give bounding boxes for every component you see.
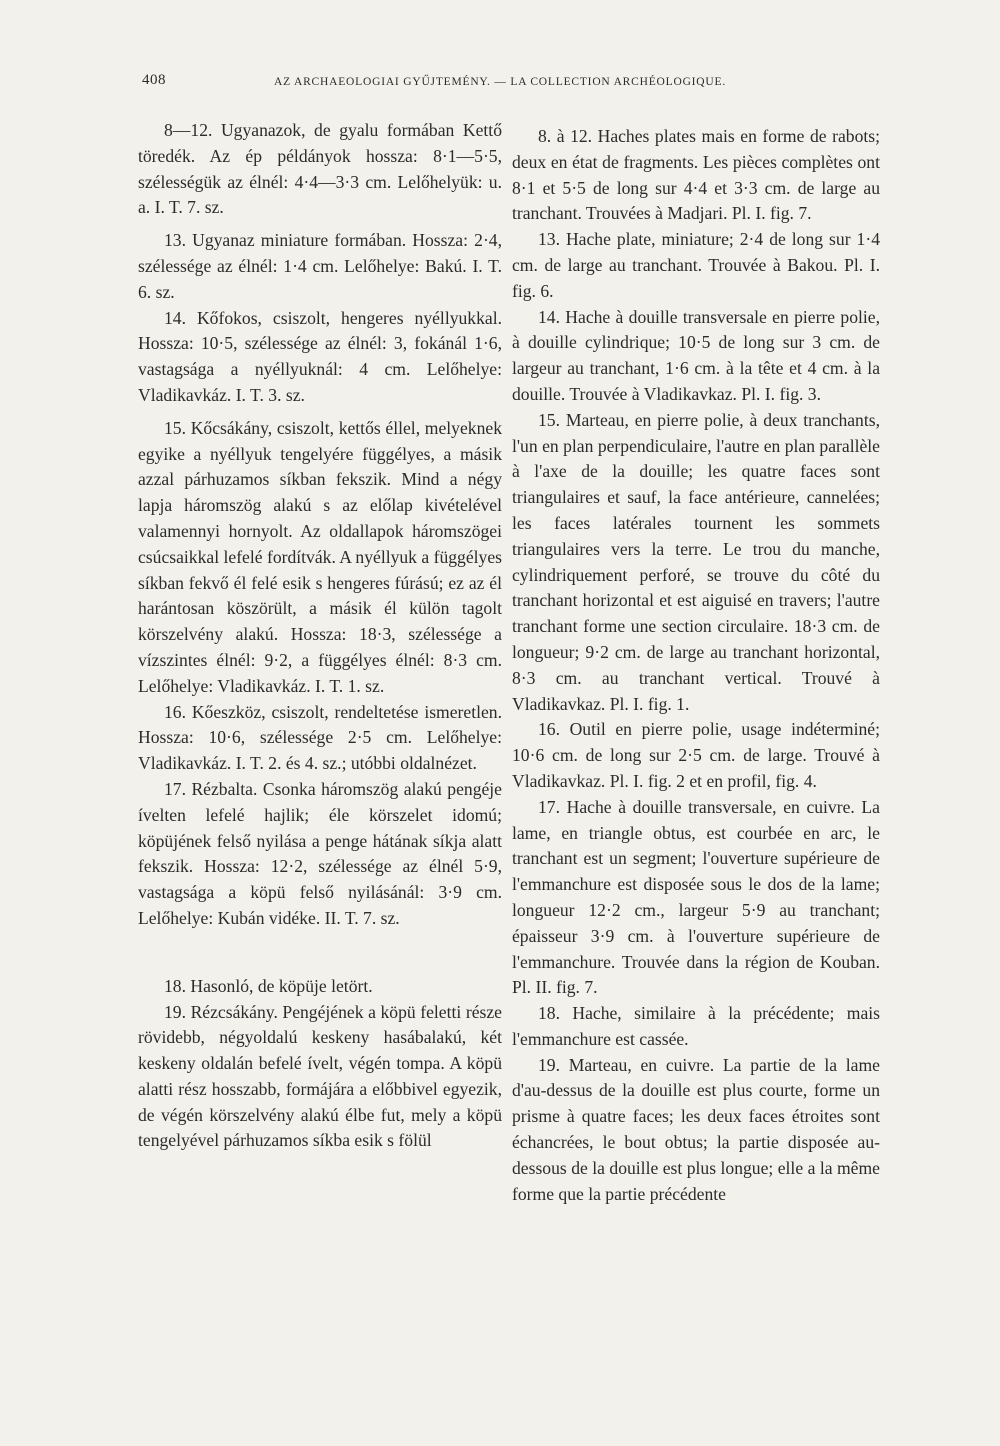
entry-19-fr: 19. Marteau, en cuivre. La partie de la lame d'au-dessus de la douille est plus courte, forme un prisme à quatre faces; les deux faces étroites sont échancrées, le bout obtus; la partie disposée au-dessous de la douille est plus longue; elle a la même forme que la partie précédente	[512, 1054, 880, 1204]
entry-19-hu: 19. Rézcsákány. Pengéjének a köpü feletti része rövidebb, négyoldalú keskeny hasábalakú, két keskeny oldalán befelé ívelt, végén tompa. A köpü alatti rész hosszabb, formájára a előbbivel egyezik, de végén körszelvény alakú élbe fut, mely a köpü tengelyével párhuzamos síkba esik s fölül	[138, 1001, 502, 1151]
entry-16-hu: 16. Kőeszköz, csiszolt, rendeltetése ismeretlen. Hossza: 10·6, szélessége 2·5 cm. Lelőhelye: Vladikavkáz. I. T. 2. és 4. sz.; utóbbi oldalnézet.	[138, 701, 502, 774]
entry-13-hu: 13. Ugyanaz miniature formában. Hossza: 2·4, szélessége az élnél: 1·4 cm. Lelőhelye: Bakú. I. T. 6. sz.	[138, 230, 502, 302]
entry-16-fr: 16. Outil en pierre polie, usage indéterminé; 10·6 cm. de long sur 2·5 cm. de large. Trouvé à Vladikavkaz. Pl. I. fig. 2 et en profil, fig. 4.	[512, 719, 880, 791]
entry-17-fr: 17. Hache à douille transversale, en cuivre. La lame, en triangle obtus, est courbée en arc, le tranchant est un segment; l'ouverture supérieure de l'emmanchure est disposée sous le dos de la lame; longueur 12·2 cm., largeur 5·9 au tranchant; épaisseur 3·9 cm. à l'ouverture supérieure de l'emmanchure. Trouvée dans la région de Kouban. Pl. II. fig. 7.	[512, 796, 880, 998]
entry-8-12-hu: 8—12. Ugyanazok, de gyalu formában Kettő töredék. Az ép példányok hossza: 8·1—5·5, szélességük az élnél: 4·4—3·3 cm. Lelőhelyük: u. a. I. T. 7. sz.	[138, 120, 502, 218]
entry-13-fr: 13. Hache plate, miniature; 2·4 de long sur 1·4 cm. de large au tranchant. Trouvée à Bakou. Pl. I. fig. 6.	[512, 229, 880, 301]
page-number: 408	[142, 72, 166, 88]
entry-8-12-fr: 8. à 12. Haches plates mais en forme de rabots; deux en état de fragments. Les pièces complètes ont 8·1 et 5·5 de long sur 4·4 et 3·3 cm. de large au tranchant. Trouvées à Madjari. Pl. I. fig. 7.	[512, 126, 880, 224]
entry-14-fr: 14. Hache à douille transversale en pierre polie, à douille cylindrique; 10·5 de long sur 3 cm. de largeur au tranchant, 1·6 cm. à la tête et 4 cm. à la douille. Trouvée à Vladikavkaz. Pl. I. fig. 3.	[512, 306, 880, 404]
entry-18-hu: 18. Hasonló, de köpüje letört.	[164, 975, 373, 996]
french-column	[512, 124, 880, 1207]
entry-17-hu: 17. Rézbalta. Csonka háromszög alakú pengéje ívelten lefelé hajlik; éle körszelet idomú; köpüjének felső nyilása a penge hátának síkja alatt fekszik. Hossza: 12·2, szélessége az élnél 5·9, vastagsága a köpü felső nyilásánál: 3·9 cm. Lelőhelye: Kubán vidéke. II. T. 7. sz.	[138, 778, 502, 928]
hungarian-column	[138, 118, 502, 1154]
entry-14-hu: 14. Kőfokos, csiszolt, hengeres nyéllyukkal. Hossza: 10·5, szélessége az élnél: 3, fokánál 1·6, vastagsága a nyéllyuknál: 4 cm. Lelőhelye: Vladikavkáz. I. T. 3. sz.	[138, 307, 502, 405]
running-head: AZ ARCHAEOLOGIAI GYŰJTEMÉNY. — LA COLLECTION ARCHÉOLOGIQUE.	[274, 76, 727, 88]
entry-18-fr: 18. Hache, similaire à la précédente; mais l'emmanchure est cassée.	[512, 1003, 880, 1049]
page-header	[142, 72, 882, 96]
entry-15-fr: 15. Marteau, en pierre polie, à deux tranchants, l'un en plan perpendiculaire, l'autre en plan parallèle à l'axe de la douille; les quatre faces sont triangulaires et sauf, la face antérieure, cannelées; les faces latérales tournent les sommets triangulaires vers la terre. Le trou du manche, cylindriquement perforé, se trouve du côté du tranchant horizontal et est aiguisé en travers; l'autre tranchant forme une section circulaire. 18·3 cm. de longueur; 9·2 cm. de large au tranchant horizontal, 8·3 cm. au tranchant vertical. Trouvé à Vladikavkaz. Pl. I. fig. 1.	[512, 409, 880, 714]
entry-15-hu: 15. Kőcsákány, csiszolt, kettős éllel, melyeknek egyike a nyéllyuk tengelyére függélyes, a másik azzal párhuzamos síkban fekszik. Mind a négy lapja háromszög alakú s az előlap kivételével valamennyi hornyolt. Az oldallapok háromszögei csúcsaikkal lefelé fordítvák. A nyéllyuk a függélyes síkban fekvő él felé esik s hengeres fúrású; ez az él harántosan köszörült, a másik él külön tagolt körszelvény alakú. Hossza: 18·3, szélessége a vízszintes élnél: 9·2, a függélyes élnél: 8·3 cm. Lelőhelye: Vladikavkáz. I. T. 1. sz.	[138, 417, 502, 696]
